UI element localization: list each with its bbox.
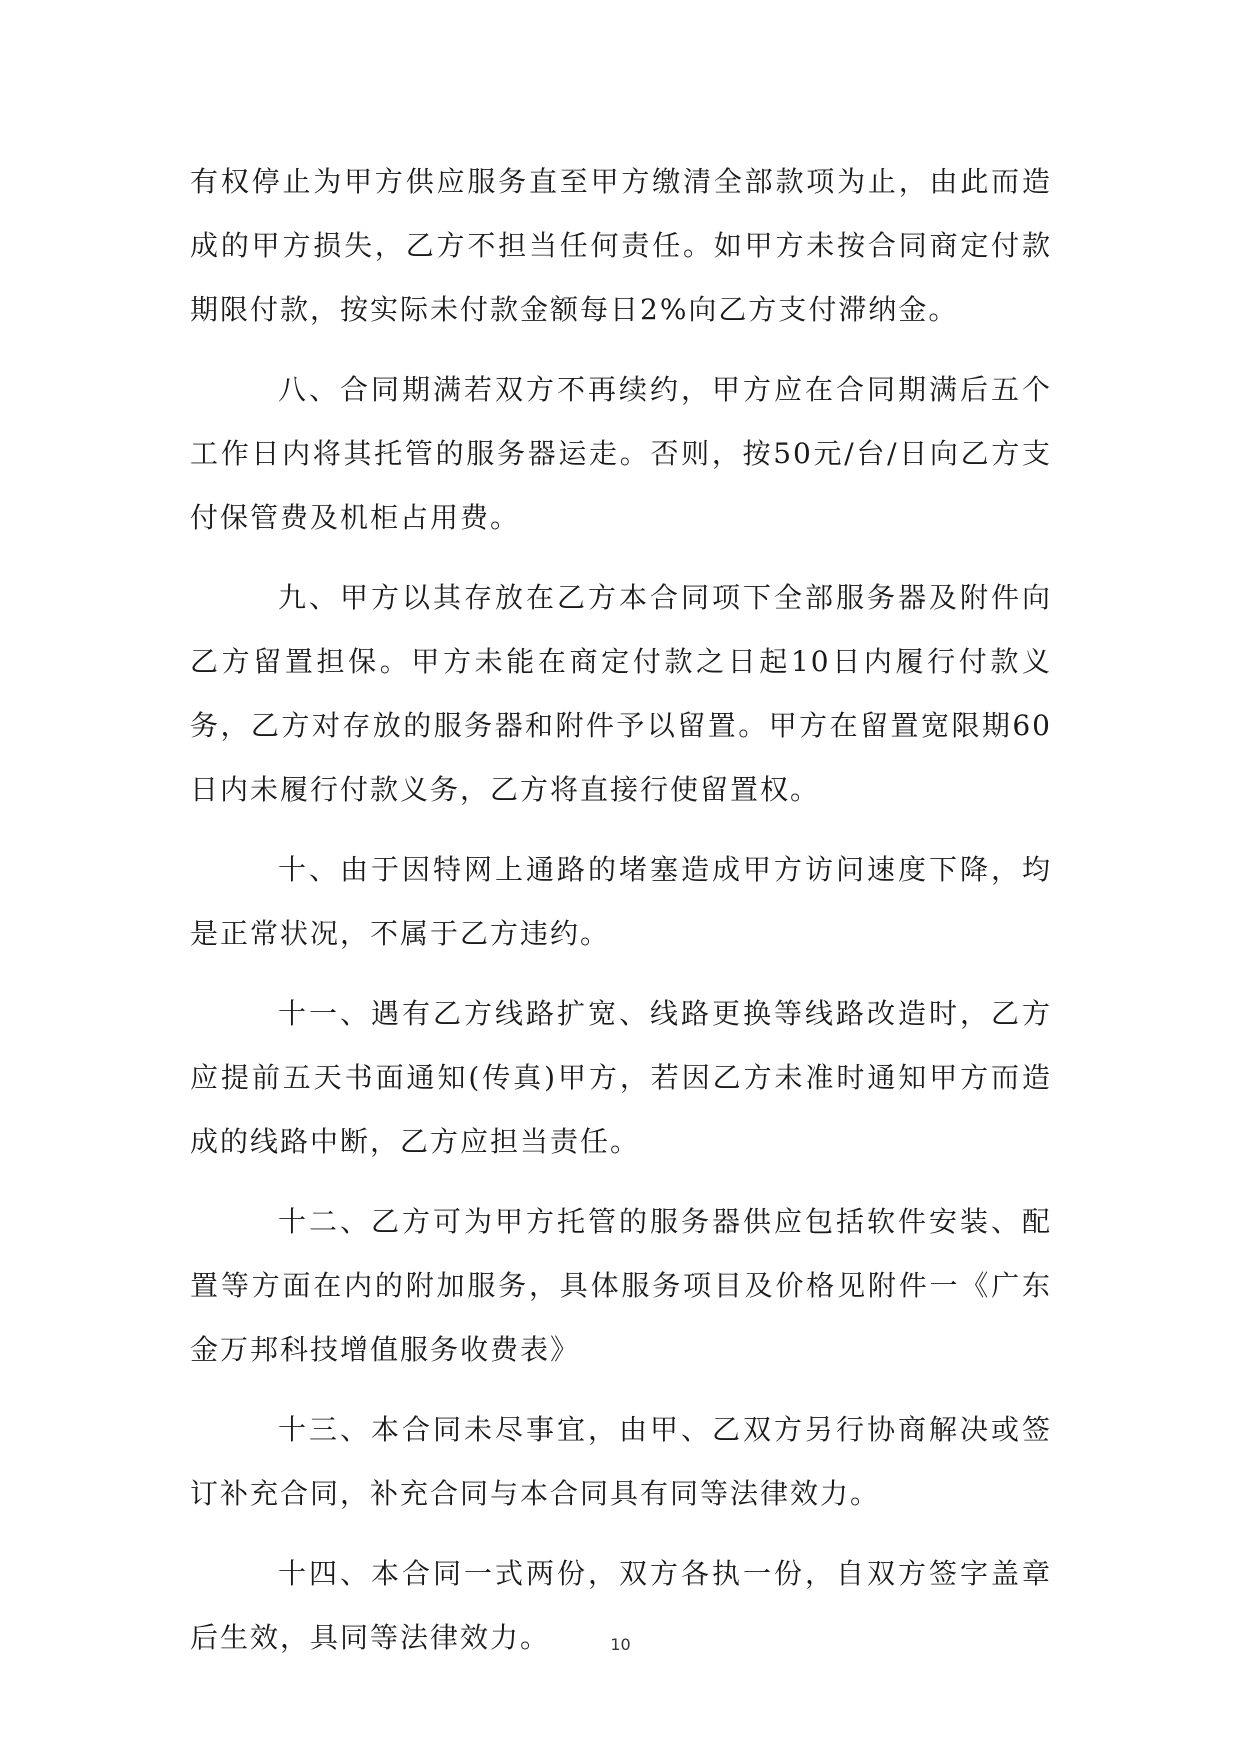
paragraph-clause-14: 十四、本合同一式两份，双方各执一份，自双方签字盖章后生效，具同等法律效力。 bbox=[190, 1557, 1052, 1654]
paragraph-clause-13: 十三、本合同未尽事宜，由甲、乙双方另行协商解决或签订补充合同，补充合同与本合同具有同等法律效力。 bbox=[190, 1413, 1052, 1510]
contract-body bbox=[190, 150, 1052, 1686]
paragraph-continuation: 有权停止为甲方供应服务直至甲方缴清全部款项为止，由此而造成的甲方损失，乙方不担当任何责任。如甲方未按合同商定付款期限付款，按实际未付款金额每日2%向乙方支付滞纳金。 bbox=[190, 165, 1052, 326]
paragraph-clause-8: 八、合同期满若双方不再续约，甲方应在合同期满后五个工作日内将其托管的服务器运走。否则，按50元/台/日向乙方支付保管费及机柜占用费。 bbox=[190, 373, 1052, 534]
paragraph-clause-10: 十、由于因特网上通路的堵塞造成甲方访问速度下降，均是正常状况，不属于乙方违约。 bbox=[190, 853, 1052, 950]
paragraph-clause-12: 十二、乙方可为甲方托管的服务器供应包括软件安装、配置等方面在内的附加服务，具体服务项目及价格见附件一《广东金万邦科技增值服务收费表》 bbox=[190, 1205, 1052, 1366]
paragraph-clause-11: 十一、遇有乙方线路扩宽、线路更换等线路改造时，乙方应提前五天书面通知(传真)甲方，若因乙方未准时通知甲方而造成的线路中断，乙方应担当责任。 bbox=[190, 997, 1052, 1158]
page-number: 10 bbox=[610, 1635, 631, 1654]
paragraph-clause-9: 九、甲方以其存放在乙方本合同项下全部服务器及附件向乙方留置担保。甲方未能在商定付款之日起10日内履行付款义务，乙方对存放的服务器和附件予以留置。甲方在留置宽限期60日内未履行付款义务，乙方将直接行使留置权。 bbox=[190, 581, 1052, 806]
